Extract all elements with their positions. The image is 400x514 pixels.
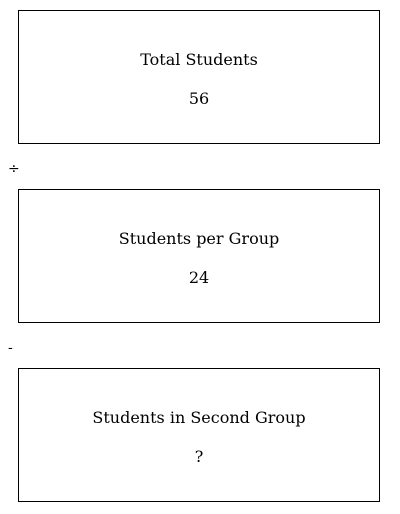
total-students-value: 56 xyxy=(188,89,210,108)
total-students-label: Total Students xyxy=(140,50,258,69)
students-per-group-value: 24 xyxy=(188,268,210,287)
division-operator: ÷ xyxy=(8,161,20,177)
students-in-second-group-box xyxy=(18,368,380,502)
students-in-second-group-value: ? xyxy=(194,447,204,466)
students-per-group-box xyxy=(18,189,380,323)
total-students-box xyxy=(18,10,380,144)
subtraction-operator: - xyxy=(8,340,13,356)
students-in-second-group-label: Students in Second Group xyxy=(92,408,306,427)
students-per-group-label: Students per Group xyxy=(118,229,280,248)
